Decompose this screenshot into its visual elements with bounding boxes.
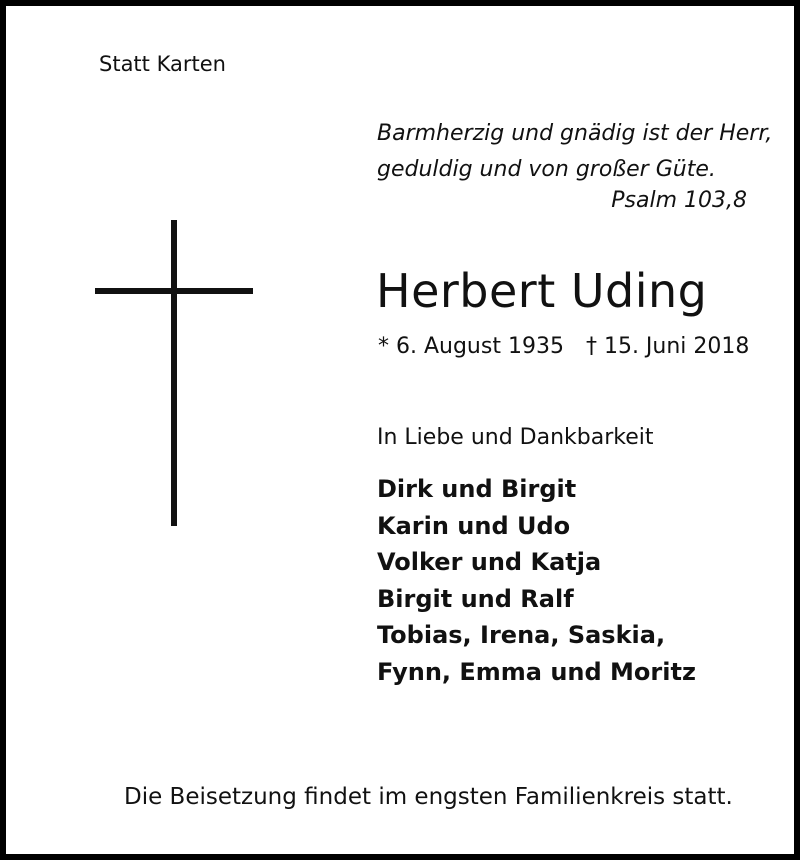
family-list: [377, 471, 696, 690]
family-member: Tobias, Irena, Saskia,: [377, 621, 666, 649]
death-date: † 15. Juni 2018: [585, 334, 750, 359]
family-member: Dirk und Birgit: [377, 475, 577, 503]
header-note: Statt Karten: [99, 52, 226, 76]
funeral-note: Die Beisetzung findet im engsten Familienkreis statt.: [124, 784, 733, 810]
obituary-notice: [6, 6, 794, 854]
family-member: Birgit und Ralf: [377, 584, 574, 613]
dedication: In Liebe und Dankbarkeit: [377, 425, 654, 450]
family-member: Karin und Udo: [377, 511, 571, 540]
cross-icon-crossbar: [95, 288, 253, 294]
verse-reference: Psalm 103,8: [611, 188, 747, 213]
verse-line: geduldig und von großer Güte.: [377, 157, 716, 182]
cross-icon: [171, 220, 177, 526]
family-member: Volker und Katja: [377, 548, 602, 576]
bible-verse: [377, 116, 772, 188]
life-dates: [378, 334, 749, 359]
family-member: Fynn, Emma und Moritz: [377, 657, 696, 686]
deceased-name: Herbert Uding: [376, 264, 708, 318]
birth-date: * 6. August 1935: [378, 334, 564, 359]
verse-line: Barmherzig und gnädig ist der Herr,: [377, 121, 773, 146]
